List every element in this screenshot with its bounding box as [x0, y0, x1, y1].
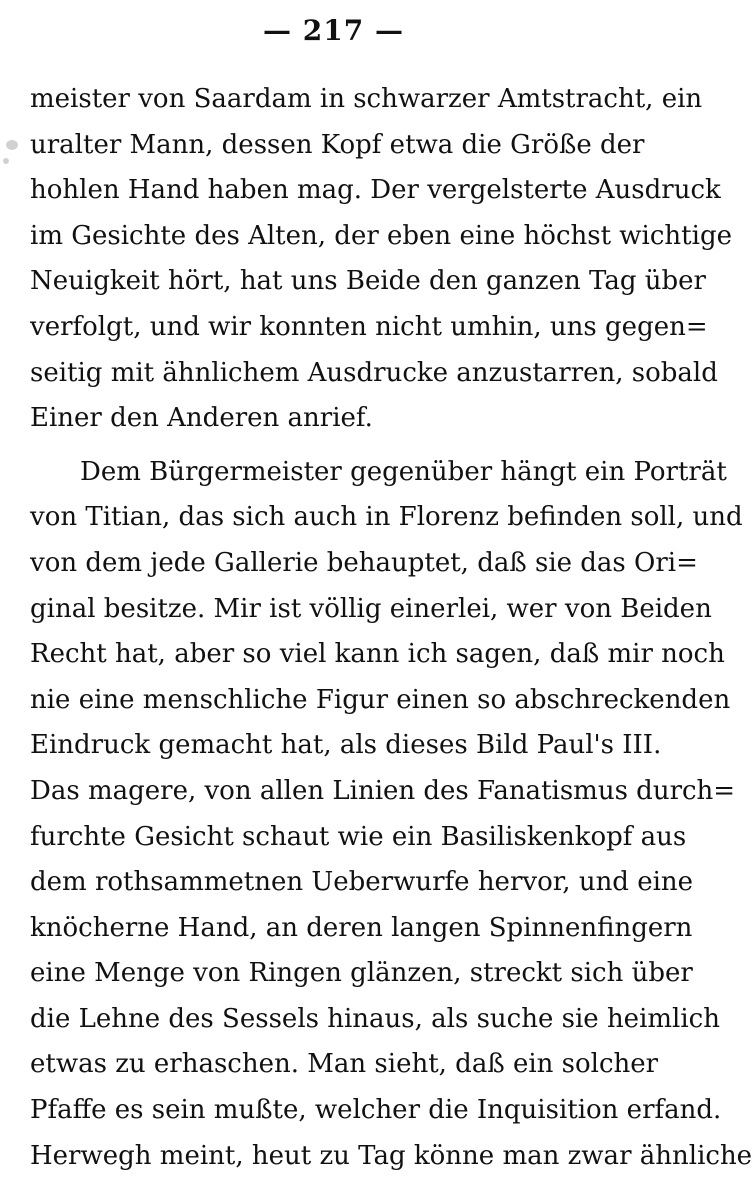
- text-line: von dem jede Gallerie behauptet, daß sie das Ori=: [30, 547, 698, 578]
- text-line: Herwegh meint, heut zu Tag könne man zwar ähnliche: [30, 1140, 752, 1171]
- text-line: von Titian, das sich auch in Florenz befinden soll, und: [30, 502, 743, 533]
- text-line: Recht hat, aber so viel kann ich sagen, daß mir noch: [30, 639, 725, 670]
- text-line: Einer den Anderen anrief.: [30, 403, 373, 434]
- body-text: [30, 77, 752, 1179]
- text-line: seitig mit ähnlichem Ausdrucke anzustarren, sobald: [30, 357, 718, 388]
- text-line: meister von Saardam in schwarzer Amtstracht, ein: [30, 84, 703, 114]
- text-line: nie eine menschliche Figur einen so abschreckenden: [30, 684, 731, 715]
- text-line: Eindruck gemacht hat, als dieses Bild Paul's III.: [30, 730, 662, 761]
- paragraph-2: [30, 450, 752, 1180]
- text-line: im Gesichte des Alten, der eben eine höchst wichtige: [30, 220, 732, 251]
- page-number: — 217 —: [263, 14, 404, 47]
- text-line: ginal besitze. Mir ist völlig einerlei, wer von Beiden: [30, 593, 712, 624]
- text-line: furchte Gesicht schaut wie ein Basiliskenkopf aus: [30, 821, 687, 852]
- text-line: knöcherne Hand, an deren langen Spinnenfingern: [30, 912, 693, 943]
- text-line: Das magere, von allen Linien des Fanatismus durch=: [30, 775, 736, 806]
- text-line: hohlen Hand haben mag. Der vergelsterte Ausdruck: [30, 175, 721, 206]
- text-line: Dem Bürgermeister gegenüber hängt ein Porträt: [80, 456, 727, 487]
- text-line: uralter Mann, dessen Kopf etwa die Größe der: [30, 129, 645, 160]
- text-line: Neuigkeit hört, hat uns Beide den ganzen Tag über: [30, 266, 706, 297]
- text-line: eine Menge von Ringen glänzen, streckt sich über: [30, 958, 693, 989]
- text-line: Pfaffe es sein mußte, welcher die Inquisition erfand.: [30, 1095, 722, 1126]
- text-line: dem rothsammetnen Ueberwurfe hervor, und eine: [30, 867, 694, 898]
- paragraph-gap: [30, 442, 634, 450]
- scan-speck: [6, 140, 18, 150]
- text-line: verfolgt, und wir konnten nicht umhin, uns gegen=: [30, 311, 708, 342]
- text-line: die Lehne des Sessels hinaus, als suche sie heimlich: [30, 1003, 720, 1034]
- text-line: etwas zu erhaschen. Man sieht, daß ein solcher: [30, 1049, 659, 1080]
- paragraph-1: [30, 77, 732, 442]
- scan-speck: [3, 158, 9, 164]
